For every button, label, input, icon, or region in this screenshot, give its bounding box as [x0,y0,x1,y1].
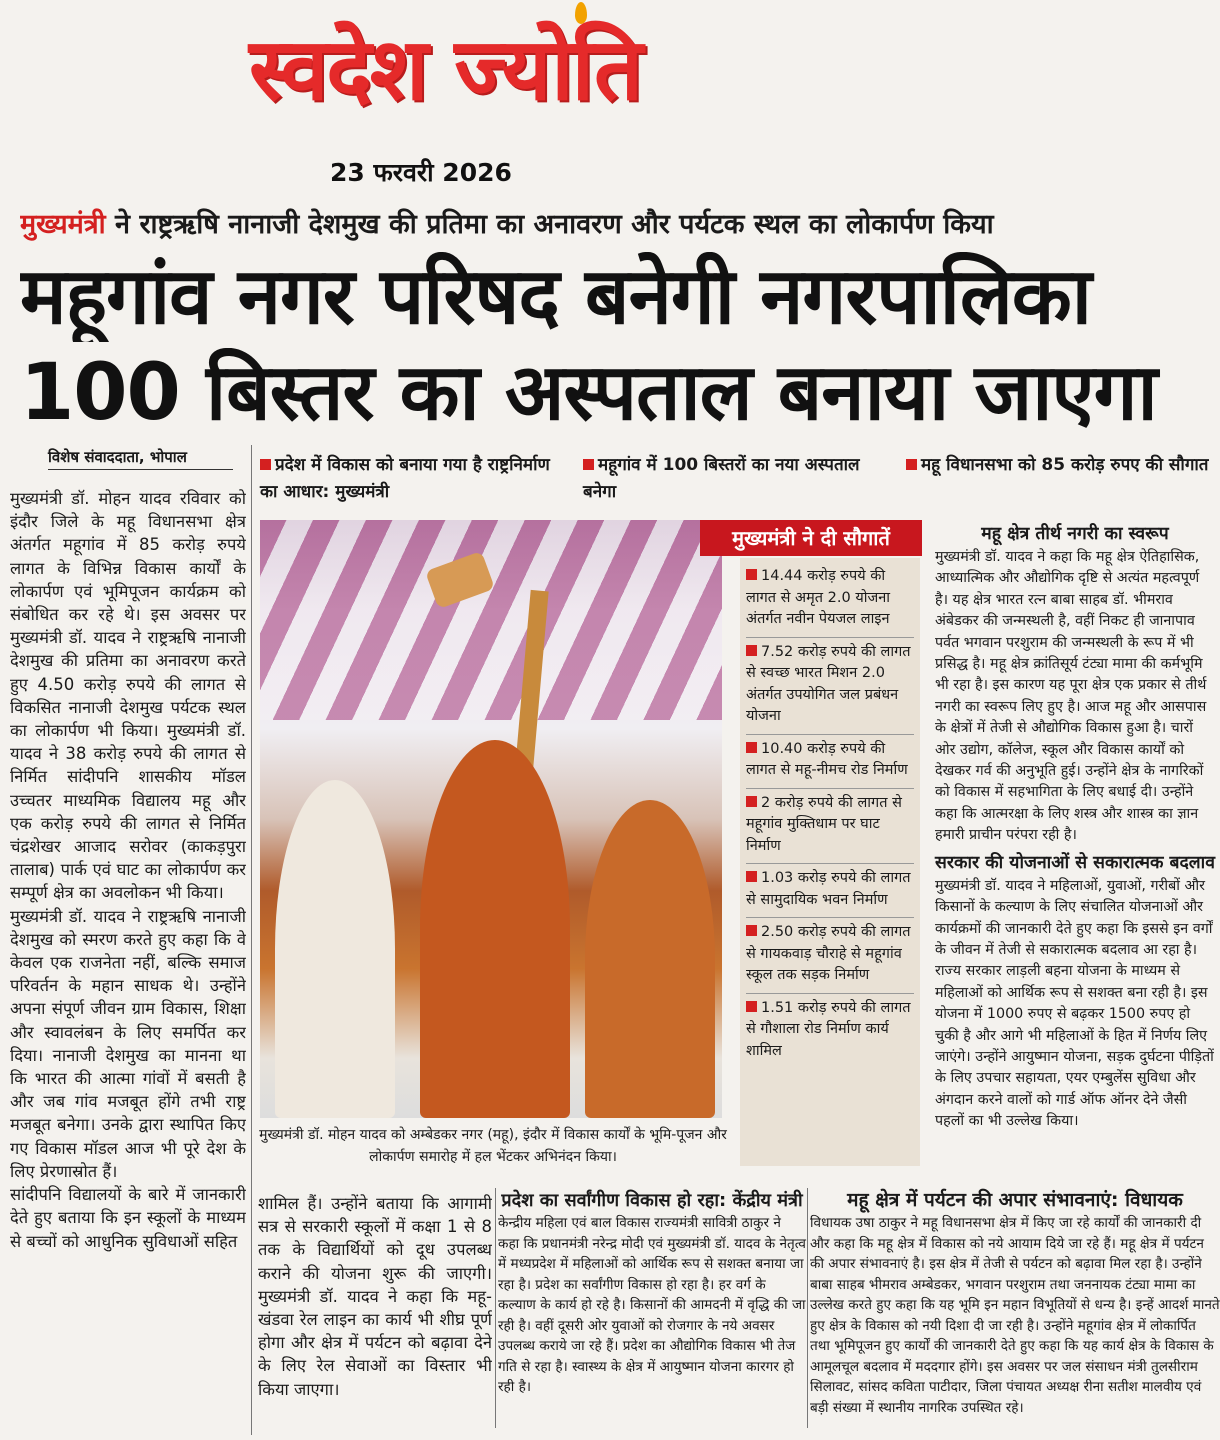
minister-story-text: केन्द्रीय महिला एवं बाल विकास राज्यमंत्री सावित्री ठाकुर ने कहा कि प्रधानमंत्री नरेन्द्र मोदी एवं मुख्यमंत्री डॉ. यादव के नेतृत्व में मध्यप्रदेश में महिलाओं को आर्थिक रूप से सशक्त बनाया जा रहा है। प्रदेश का सर्वांगीण विकास हो रहा है। हर वर्ग के कल्याण के कार्य हो रहे है। किसानों की आमदनी में वृद्धि की जा रही है। वहीं दूसरी ओर युवाओं को रोजगार के नये अवसर उपलब्ध कराये जा रहे हैं। प्रदेश का औद्योगिक विकास भी तेज गति से रहा है। स्वास्थ्य के क्षेत्र में आयुष्मान योजना कारगर हो रही है। [498,1215,806,1395]
photo-person-left [275,780,395,1118]
masthead-logo: स्वदेश ज्योति [249,20,641,120]
highlight-item: महू विधानसभा को 85 करोड़ रुपए की सौगात [906,452,1215,506]
story-paragraph: मुख्यमंत्री डॉ. मोहन यादव रविवार को इंदौर जिले के महू विधानसभा क्षेत्र अंतर्गत महूगांव में 85 करोड़ रुपये लागत के विभिन्न विकास कार्यों के लोकार्पण एवं भूमिपूजन कार्यक्रम को संबोधित कर रहे थे। इस अवसर पर मुख्यमंत्री डॉ. यादव ने राष्ट्रऋषि नानाजी देशमुख की प्रतिमा का अनावरण करते हुए 4.50 करोड़ रुपये की लागत से विकसित नानाजी देशमुख पर्यटक स्थल का लोकार्पण भी किया। मुख्यमंत्री डॉ. यादव ने 38 करोड़ रुपये की लागत से निर्मित सांदीपनि शासकीय मॉडल उच्चतर माध्यमिक विद्यालय महू और एक करोड़ रुपये की लागत से निर्मित चंद्रशेखर आजाद सरोवर (काकड़पुरा तालाब) पार्क एवं घाट का लोकार्पण कर सम्पूर्ण क्षेत्र का अवलोकन भी किया। [10,489,246,903]
headline-line-2: 100 बिस्तर का अस्पताल बनाया जाएगा [20,348,1157,438]
highlight-item: प्रदेश में विकास को बनाया गया है राष्ट्रनिर्माण का आधार: मुख्यमंत्री [260,455,550,502]
highlight-item: महूगांव में 100 बिस्तरों का नया अस्पताल बनेगा [583,455,860,502]
gift-item: 2.50 करोड़ रुपये की लागत से गायकवाड़ चौराहे से महूगांव स्कूल तक सड़क निर्माण [746,918,914,994]
bullet-square-icon [746,925,757,936]
gift-item: 2 करोड़ रुपये की लागत से महूगांव मुक्तिधाम पर घाट निर्माण [746,789,914,865]
story-paragraph: सांदीपनि विद्यालयों के बारे में जानकारी देते हुए बताया कि इन स्कूलों के माध्यम से बच्चों को आधुनिक सुविधाओं सहित [10,1185,246,1251]
gift-item: 14.44 करोड़ रुपये की लागत से अमृत 2.0 योजना अंतर्गत नवीन पेयजल लाइन [746,562,914,638]
subheading: सरकार की योजनाओं से सकारात्मक बदलाव [935,852,1215,873]
photo-tent-canopy [260,520,722,720]
column-divider [251,445,252,1435]
photo-person-right [585,800,715,1118]
kicker-highlight: मुख्यमंत्री [20,209,106,240]
kicker-line [20,204,1215,241]
bullet-square-icon [746,1001,757,1012]
gift-item: 1.51 करोड़ रुपये की लागत से गौशाला रोड निर्माण कार्य शामिल [746,999,911,1059]
gifts-box-title: मुख्यमंत्री ने दी सौगातें [700,520,922,556]
photo-caption: मुख्यमंत्री डॉ. मोहन यादव को अम्बेडकर नगर (महू), इंदौर में विकास कार्यों के भूमि-पूजन और लोकार्पण समारोह में हल भेंटकर अभिनंदन किया। [259,1127,727,1165]
subheading: महू क्षेत्र तीर्थ नगरी का स्वरूप [981,524,1169,544]
story-paragraph: मुख्यमंत्री डॉ. यादव ने राष्ट्रऋषि नानाजी देशमुख को स्मरण करते हुए कहा कि वे केवल एक राजनेता नहीं, बल्कि समाज परिवर्तन के महान साधक थे। उन्होंने अपना संपूर्ण जीवन ग्राम विकास, शिक्षा और स्वावलंबन के लिए समर्पित कर दिया। नानाजी देशमुख का मानना था कि भारत की आत्मा गांवों में बसती है और जब गांव मजबूत होंगे तभी राष्ट्र मजबूत बनेगा। उनके द्वारा स्थापित किए गए विकास मॉडल आज भी पूरे देश के लिए प्रेरणास्रोत हैं। [10,906,246,1181]
bullet-square-icon [906,459,917,470]
kicker-text: ने राष्ट्रऋषि नानाजी देशमुख की प्रतिमा का अनावरण और पर्यटक स्थल का लोकार्पण किया [105,209,994,240]
column-divider [807,1188,808,1428]
bullet-square-icon [746,645,757,656]
byline: विशेष संवाददाता, भोपाल [48,447,233,470]
gift-item: 10.40 करोड़ रुपये की लागत से महू-नीमच रोड निर्माण [746,735,914,789]
headline-line-1: महूगांव नगर परिषद बनेगी नगरपालिका [20,252,1091,342]
mla-story-title: महू क्षेत्र में पर्यटन की अपार संभावनाएं: विधायक [847,1189,1183,1211]
gift-item: 7.52 करोड़ रुपये की लागत से स्वच्छ भारत मिशन 2.0 अंतर्गत उपयोगित जल प्रबंधन योजना [746,638,914,735]
minister-story-title: प्रदेश का सर्वांगीण विकास हो रहा: केंद्रीय मंत्री [501,1190,803,1211]
mla-story [810,1188,1220,1418]
column-divider [495,1188,496,1428]
main-story-column [10,487,246,1432]
bullet-square-icon [583,459,594,470]
bullet-square-icon [746,742,757,753]
right-column-text: मुख्यमंत्री डॉ. यादव ने कहा कि महू क्षेत्र ऐतिहासिक, आध्यात्मिक और औद्योगिक दृष्टि से अत्यंत महत्वपूर्ण है। यह क्षेत्र भारत रत्न बाबा साहब डॉ. भीमराव अंबेडकर की जन्मस्थली है, वहीं निकट ही जानापाव पर्वत भगवान परशुराम की जन्मस्थली के रूप में भी प्रसिद्ध है। महू क्षेत्र क्रांतिसूर्य टंट्या मामा की कर्मभूमि भी रहा है। इस कारण यह पूरा क्षेत्र एक प्रकार से तीर्थ नगरी का स्वरूप लिए हुए है। आज महू और आसपास के क्षेत्रों में तेजी से औद्योगिक विकास हुआ है। चारों ओर उद्योग, कॉलेज, स्कूल और विकास कार्यों को देखकर गर्व की अनुभूति हुई। उन्होंने क्षेत्र के नागरिकों को विकास में सहभागिता के लिए बधाई दी। उन्होंने कहा कि आत्मरक्षा के लिए शस्त्र और शास्त्र का ज्ञान हमारी प्राचीन परंपरा रही है। [935,549,1207,844]
bullet-square-icon [746,569,757,580]
bullet-square-icon [746,871,757,882]
photo-person-center [420,740,570,1118]
publication-date: 23 फरवरी 2026 [330,158,512,187]
minister-story [498,1188,806,1398]
news-photo [260,520,722,1118]
highlights-row [260,452,1215,506]
bullet-square-icon [260,459,271,470]
gift-item: 1.03 करोड़ रुपये की लागत से सामुदायिक भवन निर्माण [746,864,914,918]
gifts-box-list [740,558,920,1166]
mla-story-text: विधायक उषा ठाकुर ने महू विधानसभा क्षेत्र में किए जा रहे कार्यों की जानकारी दी और कहा कि महू क्षेत्र में विकास को नये आयाम दिये जा रहे हैं। महू क्षेत्र में पर्यटन की अपार संभावनाएं है। इस क्षेत्र में तेजी से पर्यटन को बढ़ावा मिल रहा है। उन्होंने बाबा साहब भीमराव अम्बेडकर, भगवान परशुराम तथा जननायक टंट्या मामा का उल्लेख करते हुए कहा कि यह भूमि इन महान विभूतियों से धन्य है। इन्हें आदर्श मानते हुए क्षेत्र के विकास को नयी दिशा दी जा रही है। उन्होंने महूगांव क्षेत्र में लोकार्पित तथा भूमिपूजन हुए कार्यों की जानकारी देते हुए कहा कि यह कार्य क्षेत्र के विकास के आमूलचूल बदलाव में मददगार होंगे। इस अवसर पर जल संसाधन मंत्री तुलसीराम सिलावट, सांसद कविता पाटीदार, जिला पंचायत अध्यक्ष रीना सतीश मालवीय एवं बड़ी संख्या में स्थानीय नागरिक उपस्थित रहे। [810,1215,1220,1416]
main-story-continuation: शामिल हैं। उन्होंने बताया कि आगामी सत्र से सरकारी स्कूलों में कक्षा 1 से 8 तक के विद्यार्थियों को दूध उपलब्ध कराने की योजना शुरू की जाएगी। मुख्यमंत्री डॉ. यादव ने कहा कि महू-खंडवा रेल लाइन का कार्य भी शीघ्र पूर्ण होगा और क्षेत्र में पर्यटन को बढ़ावा देने के लिए रेल सेवाओं का विस्तार भी किया जाएगा। [258,1194,492,1399]
right-column [935,522,1215,1133]
bullet-square-icon [746,796,757,807]
right-column-text: मुख्यमंत्री डॉ. यादव ने महिलाओं, युवाओं, गरीबों और किसानों के कल्याण के लिए संचालित योजनाओं और कार्यक्रमों की जानकारी देते हुए कहा कि इससे इन वर्गों के जीवन में तेजी से सकारात्मक बदलाव आ रहा है। राज्य सरकार लाड़ली बहना योजना के माध्यम से महिलाओं को आर्थिक रूप से सशक्त बना रही है। इस योजना में 1000 रुपए से बढ़कर 1500 रुपए हो चुकी है और आगे भी महिलाओं के हित में निर्णय लिए जाएंगे। उन्होंने आयुष्मान योजना, सड़क दुर्घटना पीड़ितों के लिए उपचार सहायता, एयर एम्बुलेंस सुविधा और अंगदान करने वालों को गार्ड ऑफ ऑनर देने जैसी पहलों का भी उल्लेख किया। [935,877,1214,1130]
